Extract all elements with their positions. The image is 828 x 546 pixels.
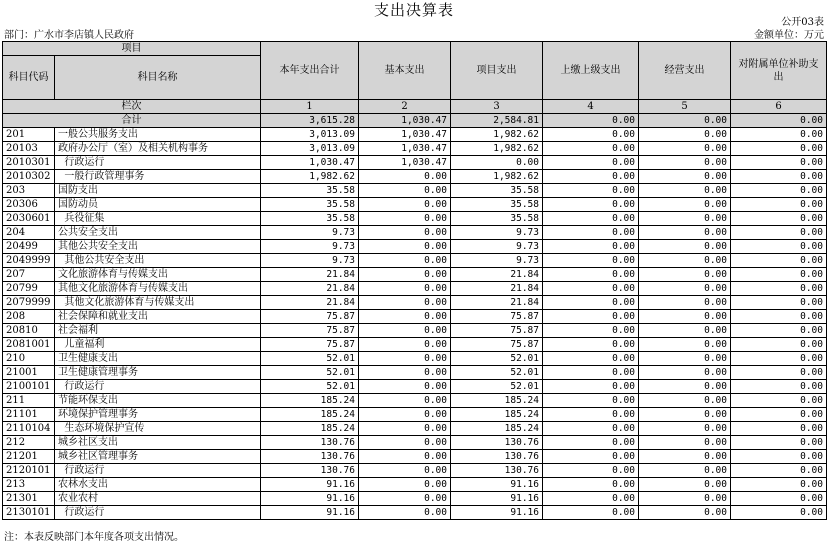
subject-code-cell: 20799	[3, 282, 55, 296]
amount-cell: 52.01	[261, 366, 359, 380]
table-row	[3, 352, 827, 366]
footnote: 注：本表反映部门本年度各项支出情况。	[4, 532, 184, 543]
amount-cell: 9.73	[451, 254, 543, 268]
table-row	[3, 184, 827, 198]
amount-cell: 0.00	[639, 184, 731, 198]
amount-cell: 91.16	[451, 492, 543, 506]
amount-cell: 0.00	[359, 282, 451, 296]
amount-cell: 0.00	[639, 380, 731, 394]
amount-cell: 75.87	[261, 338, 359, 352]
table-row	[3, 226, 827, 240]
subject-code-cell: 21001	[3, 366, 55, 380]
subject-name-cell: 社会福利	[55, 324, 261, 338]
amount-cell: 0.00	[731, 240, 827, 254]
amount-cell: 0.00	[543, 408, 639, 422]
subject-code-cell: 208	[3, 310, 55, 324]
amount-cell: 0.00	[543, 282, 639, 296]
amount-cell: 52.01	[451, 380, 543, 394]
subject-name-cell: 其他文化旅游体育与传媒支出	[55, 296, 261, 310]
amount-cell: 52.01	[261, 352, 359, 366]
amount-cell: 130.76	[261, 450, 359, 464]
column-index-cell: 1	[261, 100, 359, 114]
amount-cell: 0.00	[543, 310, 639, 324]
amount-cell: 0.00	[639, 492, 731, 506]
table-row	[3, 450, 827, 464]
amount-cell: 52.01	[451, 352, 543, 366]
header-col-project: 项目支出	[451, 42, 543, 100]
table-row	[3, 128, 827, 142]
amount-cell: 0.00	[543, 212, 639, 226]
subject-code-cell: 213	[3, 478, 55, 492]
amount-cell: 0.00	[639, 408, 731, 422]
amount-cell: 1,982.62	[451, 170, 543, 184]
amount-cell: 0.00	[639, 128, 731, 142]
column-index-cell: 3	[451, 100, 543, 114]
amount-cell: 0.00	[359, 352, 451, 366]
total-cell: 2,584.81	[451, 114, 543, 128]
column-index-cell: 4	[543, 100, 639, 114]
amount-cell: 0.00	[731, 380, 827, 394]
total-cell: 0.00	[639, 114, 731, 128]
amount-cell: 0.00	[543, 268, 639, 282]
amount-cell: 0.00	[731, 212, 827, 226]
amount-cell: 1,030.47	[359, 128, 451, 142]
subject-name-cell: 社会保障和就业支出	[55, 310, 261, 324]
table-row	[3, 254, 827, 268]
amount-cell: 0.00	[359, 310, 451, 324]
amount-cell: 0.00	[359, 366, 451, 380]
amount-cell: 0.00	[359, 324, 451, 338]
amount-cell: 0.00	[639, 296, 731, 310]
subject-code-cell: 210	[3, 352, 55, 366]
amount-cell: 35.58	[261, 198, 359, 212]
amount-cell: 0.00	[731, 324, 827, 338]
amount-cell: 35.58	[451, 198, 543, 212]
amount-cell: 0.00	[543, 324, 639, 338]
amount-cell: 130.76	[451, 464, 543, 478]
amount-cell: 0.00	[359, 478, 451, 492]
amount-cell: 0.00	[639, 436, 731, 450]
amount-cell: 0.00	[639, 226, 731, 240]
subject-name-cell: 一般公共服务支出	[55, 128, 261, 142]
subject-name-cell: 国防动员	[55, 198, 261, 212]
amount-cell: 91.16	[261, 492, 359, 506]
table-row	[3, 268, 827, 282]
subject-name-cell: 公共安全支出	[55, 226, 261, 240]
amount-cell: 75.87	[451, 324, 543, 338]
amount-cell: 0.00	[359, 296, 451, 310]
amount-cell: 0.00	[731, 254, 827, 268]
amount-cell: 0.00	[639, 142, 731, 156]
total-row	[3, 114, 827, 128]
total-cell: 3,615.28	[261, 114, 359, 128]
amount-cell: 0.00	[731, 422, 827, 436]
amount-cell: 0.00	[543, 128, 639, 142]
amount-cell: 0.00	[359, 170, 451, 184]
amount-cell: 0.00	[359, 408, 451, 422]
subject-code-cell: 2110104	[3, 422, 55, 436]
amount-cell: 0.00	[359, 184, 451, 198]
subject-name-cell: 兵役征集	[55, 212, 261, 226]
amount-cell: 0.00	[731, 338, 827, 352]
table-row	[3, 506, 827, 520]
subject-code-cell: 211	[3, 394, 55, 408]
header-col-subsidy: 对附属单位补助支出	[731, 42, 827, 100]
amount-cell: 0.00	[639, 254, 731, 268]
table-row	[3, 408, 827, 422]
amount-cell: 0.00	[731, 198, 827, 212]
subject-name-cell: 文化旅游体育与传媒支出	[55, 268, 261, 282]
amount-cell: 0.00	[731, 128, 827, 142]
subject-name-cell: 行政运行	[55, 506, 261, 520]
amount-cell: 91.16	[451, 478, 543, 492]
subject-name-cell: 国防支出	[55, 184, 261, 198]
amount-cell: 0.00	[543, 464, 639, 478]
table-row	[3, 310, 827, 324]
amount-cell: 185.24	[261, 422, 359, 436]
amount-cell: 0.00	[543, 506, 639, 520]
amount-cell: 0.00	[543, 422, 639, 436]
amount-cell: 75.87	[261, 310, 359, 324]
amount-cell: 0.00	[543, 254, 639, 268]
table-row	[3, 156, 827, 170]
amount-cell: 0.00	[359, 268, 451, 282]
subject-name-cell: 环境保护管理事务	[55, 408, 261, 422]
subject-name-cell: 节能环保支出	[55, 394, 261, 408]
subject-code-cell: 2010301	[3, 156, 55, 170]
subject-code-cell: 2100101	[3, 380, 55, 394]
amount-cell: 0.00	[731, 464, 827, 478]
subject-code-cell: 2120101	[3, 464, 55, 478]
amount-cell: 0.00	[639, 268, 731, 282]
total-cell: 1,030.47	[359, 114, 451, 128]
amount-cell: 0.00	[639, 478, 731, 492]
department-label: 部门：广水市李店镇人民政府	[4, 30, 134, 41]
amount-cell: 0.00	[543, 492, 639, 506]
subject-name-cell: 行政运行	[55, 464, 261, 478]
amount-cell: 21.84	[261, 282, 359, 296]
amount-cell: 0.00	[639, 310, 731, 324]
amount-cell: 0.00	[639, 422, 731, 436]
table-row	[3, 464, 827, 478]
amount-cell: 0.00	[731, 394, 827, 408]
amount-cell: 91.16	[261, 478, 359, 492]
amount-cell: 0.00	[731, 436, 827, 450]
subject-code-cell: 21101	[3, 408, 55, 422]
subject-code-cell: 2030601	[3, 212, 55, 226]
amount-cell: 35.58	[261, 184, 359, 198]
column-index-cell: 6	[731, 100, 827, 114]
subject-code-cell: 207	[3, 268, 55, 282]
amount-cell: 9.73	[451, 226, 543, 240]
amount-cell: 0.00	[639, 198, 731, 212]
table-row	[3, 492, 827, 506]
amount-cell: 0.00	[639, 506, 731, 520]
amount-cell: 0.00	[543, 338, 639, 352]
amount-cell: 21.84	[451, 268, 543, 282]
subject-code-cell: 2049999	[3, 254, 55, 268]
header-col-upper: 上缴上级支出	[543, 42, 639, 100]
amount-cell: 1,030.47	[261, 156, 359, 170]
column-index-label: 栏次	[3, 100, 261, 114]
subject-code-cell: 2130101	[3, 506, 55, 520]
amount-cell: 0.00	[359, 338, 451, 352]
subject-code-cell: 203	[3, 184, 55, 198]
header-col-basic: 基本支出	[359, 42, 451, 100]
amount-cell: 75.87	[451, 338, 543, 352]
amount-cell: 0.00	[359, 198, 451, 212]
amount-cell: 0.00	[639, 366, 731, 380]
subject-name-cell: 城乡社区管理事务	[55, 450, 261, 464]
subject-name-cell: 卫生健康支出	[55, 352, 261, 366]
amount-cell: 0.00	[639, 464, 731, 478]
table-row	[3, 296, 827, 310]
subject-code-cell: 21301	[3, 492, 55, 506]
table-row	[3, 212, 827, 226]
amount-cell: 3,013.09	[261, 128, 359, 142]
header-col-total: 本年支出合计	[261, 42, 359, 100]
total-cell: 0.00	[543, 114, 639, 128]
amount-cell: 91.16	[451, 506, 543, 520]
subject-name-cell: 农业农村	[55, 492, 261, 506]
amount-cell: 52.01	[261, 380, 359, 394]
amount-cell: 0.00	[543, 366, 639, 380]
subject-code-cell: 20103	[3, 142, 55, 156]
amount-cell: 0.00	[543, 296, 639, 310]
subject-name-cell: 其他公共安全支出	[55, 240, 261, 254]
amount-cell: 9.73	[261, 240, 359, 254]
subject-code-cell: 2010302	[3, 170, 55, 184]
column-index-cell: 5	[639, 100, 731, 114]
form-code: 公开03表	[781, 17, 824, 28]
amount-cell: 0.00	[543, 240, 639, 254]
amount-cell: 0.00	[359, 436, 451, 450]
amount-cell: 91.16	[261, 506, 359, 520]
amount-cell: 0.00	[731, 478, 827, 492]
amount-cell: 9.73	[261, 226, 359, 240]
amount-cell: 0.00	[543, 352, 639, 366]
amount-cell: 0.00	[731, 282, 827, 296]
amount-cell: 0.00	[639, 450, 731, 464]
amount-cell: 0.00	[639, 212, 731, 226]
amount-cell: 0.00	[543, 436, 639, 450]
total-label: 合计	[3, 114, 261, 128]
amount-cell: 0.00	[543, 394, 639, 408]
amount-cell: 0.00	[543, 380, 639, 394]
amount-cell: 0.00	[731, 142, 827, 156]
subject-code-cell: 20499	[3, 240, 55, 254]
amount-cell: 0.00	[731, 310, 827, 324]
header-row-top	[3, 42, 827, 56]
amount-cell: 0.00	[359, 506, 451, 520]
subject-name-cell: 城乡社区支出	[55, 436, 261, 450]
subject-name-cell: 生态环境保护宣传	[55, 422, 261, 436]
amount-cell: 0.00	[731, 408, 827, 422]
amount-cell: 0.00	[359, 212, 451, 226]
amount-cell: 35.58	[261, 212, 359, 226]
amount-cell: 0.00	[731, 296, 827, 310]
unit-label: 金额单位：万元	[754, 30, 824, 41]
amount-cell: 1,982.62	[451, 142, 543, 156]
amount-cell: 0.00	[543, 184, 639, 198]
header-group-label: 项目	[3, 42, 261, 56]
table-row	[3, 142, 827, 156]
amount-cell: 0.00	[359, 394, 451, 408]
amount-cell: 0.00	[731, 170, 827, 184]
amount-cell: 1,982.62	[451, 128, 543, 142]
header-name: 科目名称	[55, 56, 261, 100]
table-row	[3, 478, 827, 492]
amount-cell: 185.24	[451, 422, 543, 436]
subject-name-cell: 其他公共安全支出	[55, 254, 261, 268]
subject-code-cell: 2081001	[3, 338, 55, 352]
table-row	[3, 422, 827, 436]
amount-cell: 9.73	[451, 240, 543, 254]
amount-cell: 0.00	[543, 170, 639, 184]
amount-cell: 0.00	[451, 156, 543, 170]
amount-cell: 0.00	[639, 338, 731, 352]
amount-cell: 52.01	[451, 366, 543, 380]
amount-cell: 0.00	[731, 352, 827, 366]
subject-name-cell: 其他文化旅游体育与传媒支出	[55, 282, 261, 296]
column-index-cell: 2	[359, 100, 451, 114]
subject-name-cell: 行政运行	[55, 380, 261, 394]
amount-cell: 0.00	[543, 478, 639, 492]
subject-name-cell: 卫生健康管理事务	[55, 366, 261, 380]
amount-cell: 35.58	[451, 184, 543, 198]
table-row	[3, 380, 827, 394]
amount-cell: 21.84	[451, 296, 543, 310]
subject-name-cell: 行政运行	[55, 156, 261, 170]
amount-cell: 130.76	[451, 450, 543, 464]
amount-cell: 0.00	[359, 492, 451, 506]
amount-cell: 0.00	[543, 142, 639, 156]
amount-cell: 0.00	[639, 394, 731, 408]
subject-code-cell: 201	[3, 128, 55, 142]
table-row	[3, 366, 827, 380]
amount-cell: 0.00	[639, 282, 731, 296]
amount-cell: 0.00	[731, 366, 827, 380]
amount-cell: 0.00	[639, 240, 731, 254]
amount-cell: 0.00	[359, 240, 451, 254]
amount-cell: 130.76	[451, 436, 543, 450]
amount-cell: 75.87	[261, 324, 359, 338]
amount-cell: 0.00	[731, 506, 827, 520]
subject-code-cell: 21201	[3, 450, 55, 464]
amount-cell: 21.84	[451, 282, 543, 296]
amount-cell: 0.00	[359, 464, 451, 478]
amount-cell: 35.58	[451, 212, 543, 226]
subject-name-cell: 政府办公厅（室）及相关机构事务	[55, 142, 261, 156]
amount-cell: 185.24	[261, 394, 359, 408]
amount-cell: 0.00	[731, 226, 827, 240]
table-row	[3, 436, 827, 450]
amount-cell: 0.00	[639, 324, 731, 338]
amount-cell: 0.00	[543, 156, 639, 170]
amount-cell: 0.00	[639, 156, 731, 170]
amount-cell: 0.00	[639, 352, 731, 366]
total-cell: 0.00	[731, 114, 827, 128]
amount-cell: 130.76	[261, 464, 359, 478]
subject-code-cell: 20306	[3, 198, 55, 212]
page-title: 支出决算表	[373, 1, 454, 19]
table-row	[3, 394, 827, 408]
table-row	[3, 198, 827, 212]
header-code: 科目代码	[3, 56, 55, 100]
amount-cell: 1,030.47	[359, 156, 451, 170]
amount-cell: 0.00	[543, 198, 639, 212]
amount-cell: 0.00	[731, 268, 827, 282]
subject-name-cell: 农林水支出	[55, 478, 261, 492]
amount-cell: 0.00	[731, 492, 827, 506]
subject-code-cell: 20810	[3, 324, 55, 338]
amount-cell: 130.76	[261, 436, 359, 450]
amount-cell: 0.00	[731, 184, 827, 198]
amount-cell: 0.00	[731, 450, 827, 464]
amount-cell: 0.00	[359, 380, 451, 394]
amount-cell: 0.00	[639, 170, 731, 184]
amount-cell: 0.00	[359, 450, 451, 464]
table-row	[3, 338, 827, 352]
expenditure-table	[2, 41, 827, 520]
amount-cell: 21.84	[261, 268, 359, 282]
amount-cell: 0.00	[543, 226, 639, 240]
subject-name-cell: 一般行政管理事务	[55, 170, 261, 184]
amount-cell: 21.84	[261, 296, 359, 310]
subject-name-cell: 儿童福利	[55, 338, 261, 352]
table-row	[3, 240, 827, 254]
amount-cell: 185.24	[261, 408, 359, 422]
amount-cell: 0.00	[359, 226, 451, 240]
subject-code-cell: 212	[3, 436, 55, 450]
table-row	[3, 324, 827, 338]
amount-cell: 9.73	[261, 254, 359, 268]
amount-cell: 0.00	[359, 254, 451, 268]
amount-cell: 75.87	[451, 310, 543, 324]
table-row	[3, 282, 827, 296]
column-index-row	[3, 100, 827, 114]
amount-cell: 185.24	[451, 394, 543, 408]
table-row	[3, 170, 827, 184]
amount-cell: 185.24	[451, 408, 543, 422]
amount-cell: 1,982.62	[261, 170, 359, 184]
subject-code-cell: 204	[3, 226, 55, 240]
subject-code-cell: 2079999	[3, 296, 55, 310]
amount-cell: 1,030.47	[359, 142, 451, 156]
amount-cell: 3,013.09	[261, 142, 359, 156]
header-col-operating: 经营支出	[639, 42, 731, 100]
amount-cell: 0.00	[359, 422, 451, 436]
amount-cell: 0.00	[543, 450, 639, 464]
amount-cell: 0.00	[731, 156, 827, 170]
